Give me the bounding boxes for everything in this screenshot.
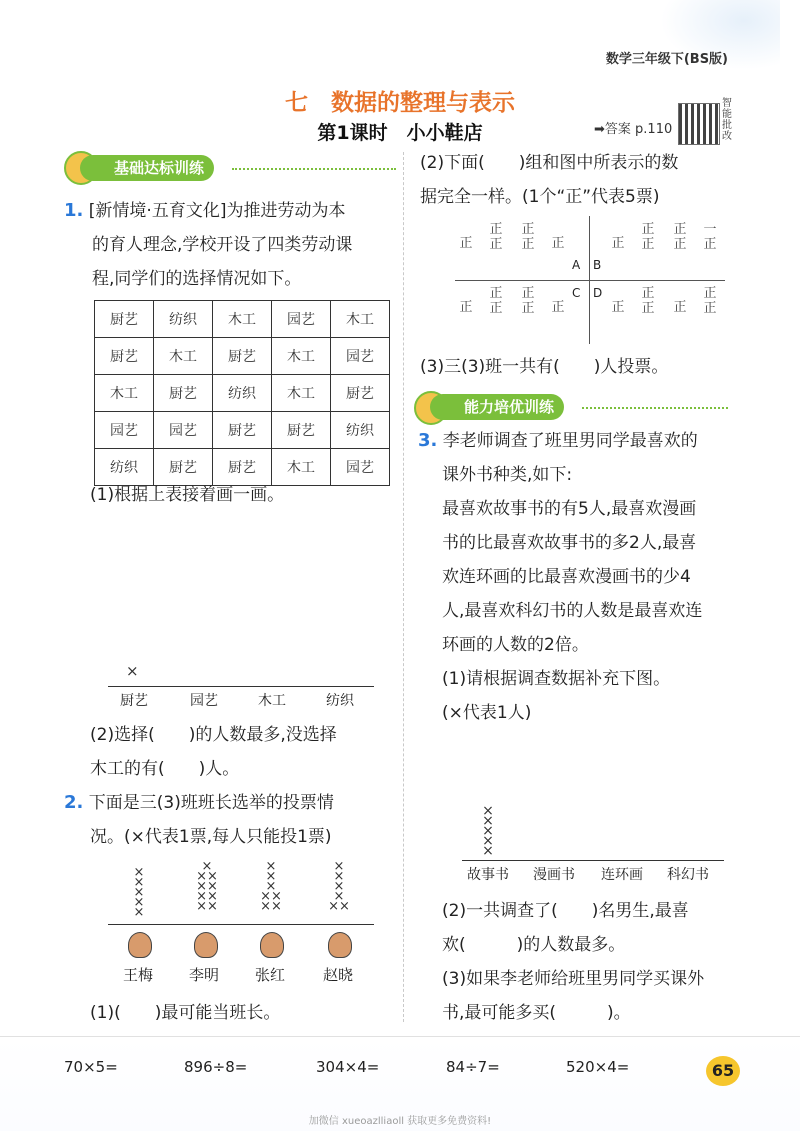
q3-line9: (×代表1人) [442, 703, 532, 723]
group-label-a: A [572, 258, 581, 272]
q1-table: 厨艺 纺织 木工 园艺 木工 厨艺 木工 厨艺 木工 园艺 木工 厨艺 纺织 木工 厨艺 园艺 园艺 厨艺 厨艺 纺织 纺织 厨艺 厨艺 木工 园艺 [94, 300, 390, 486]
tally-c-2: 正 正 [489, 286, 503, 316]
q1-chart-axis [108, 686, 374, 687]
q2-name-liming: 李明 [188, 966, 219, 984]
banner-dots [582, 407, 728, 409]
q2-name-zhaoxiao: 赵晓 [322, 966, 353, 984]
q3-chart-marks-story: × × × × × [482, 803, 494, 859]
q1-part1: (1)根据上表接着画一画。 [90, 485, 285, 505]
q1-label-cooking: 厨艺 [120, 693, 148, 709]
q2-votes-wangmei: × × × × × [133, 865, 145, 920]
q3-part3-line2: 书,最可能多买( )。 [442, 1003, 631, 1023]
group-label-c: C [572, 286, 581, 300]
footer-note: 加微信 xueoazlliaoll 获取更多免费资料! [308, 1116, 492, 1127]
q3-line6: 人,最喜欢科幻书的人数是最喜欢连 [442, 601, 703, 621]
tally-a-1: 正 [459, 236, 473, 251]
calc-1: 70×5= [64, 1058, 118, 1076]
avatar [194, 932, 218, 958]
tally-b-3: 正 正 [673, 222, 687, 252]
tally-c-3: 正 正 [521, 286, 535, 316]
unit-title: 七 数据的整理与表示 [285, 90, 515, 116]
q2-votes-zhanghong: × × × ×× ×× [260, 859, 282, 914]
banner-dots [232, 168, 396, 170]
q2-part2-line2: 据完全一样。(1个“正”代表5票) [420, 187, 660, 207]
qr-side-label: 智能批改 [722, 98, 732, 142]
page-number: 65 [706, 1056, 740, 1086]
calc-5: 520×4= [566, 1058, 630, 1076]
q2-votes-liming: × ×× ×× ×× ×× [196, 859, 218, 914]
q3-line8: (1)请根据调查数据补充下图。 [442, 669, 671, 689]
tally-b-4: 一 正 [703, 222, 717, 252]
q2-line2: 况。(×代表1票,每人只能投1票) [90, 827, 332, 847]
q3-line4: 书的比最喜欢故事书的多2人,最喜 [442, 533, 697, 553]
tally-b-1: 正 [611, 236, 625, 251]
q3-part2-line2: 欢( )的人数最多。 [442, 935, 626, 955]
q3-part3-line1: (3)如果李老师给班里男同学买课外 [442, 969, 705, 989]
q2-votes-zhaoxiao: × × × × ×× [328, 859, 350, 914]
answer-reference: ➡答案 p.110 [594, 122, 673, 137]
tally-a-2: 正 正 [489, 222, 503, 252]
q2-line1: 2. 下面是三(3)班班长选举的投票情 [64, 792, 334, 813]
q1-line3: 程,同学们的选择情况如下。 [92, 269, 302, 289]
q1-part2-line2: 木工的有( )人。 [90, 759, 240, 779]
tally-d-1: 正 [611, 300, 625, 315]
avatar [260, 932, 284, 958]
calc-2: 896÷8= [184, 1058, 248, 1076]
q2-tally-options [455, 216, 725, 344]
tally-c-1: 正 [459, 300, 473, 315]
q3-label-story: 故事书 [467, 867, 509, 883]
lesson-title: 第1课时 小小鞋店 [317, 122, 483, 144]
tally-a-4: 正 [551, 236, 565, 251]
q3-chart-axis [462, 860, 724, 861]
section-banner-advanced: 能力培优训练 [430, 394, 564, 420]
tally-b-2: 正 正 [641, 222, 655, 252]
group-label-d: D [593, 286, 603, 300]
tally-v-line [589, 216, 590, 344]
q3-line7: 环画的人数的2倍。 [442, 635, 589, 655]
q2-part2-line1: (2)下面( )组和图中所表示的数 [420, 153, 679, 173]
q3-line1: 3. 李老师调查了班里男同学最喜欢的 [418, 430, 698, 451]
q3-label-comic: 漫画书 [533, 867, 575, 883]
section-banner-basic: 基础达标训练 [80, 155, 214, 181]
tally-h-line [455, 280, 725, 281]
q3-label-picturebook: 连环画 [601, 867, 643, 883]
tally-c-4: 正 [551, 300, 565, 315]
tally-d-4: 正 正 [703, 286, 717, 316]
q1-label-gardening: 园艺 [190, 693, 218, 709]
q2-chart-axis [108, 924, 374, 925]
q2-name-zhanghong: 张红 [254, 966, 285, 984]
avatar [128, 932, 152, 958]
calc-4: 84÷7= [446, 1058, 500, 1076]
q2-part3: (3)三(3)班一共有( )人投票。 [420, 357, 669, 377]
tally-d-3: 正 [673, 300, 687, 315]
q3-line5: 欢连环画的比最喜欢漫画书的少4 [442, 567, 691, 587]
column-divider [403, 152, 404, 1022]
q1-line2: 的育人理念,学校开设了四类劳动课 [92, 235, 353, 255]
q2-name-wangmei: 王梅 [122, 966, 153, 984]
q1-label-weaving: 纺织 [326, 693, 354, 709]
q3-label-scifi: 科幻书 [667, 867, 709, 883]
q3-line3: 最喜欢故事书的有5人,最喜欢漫画 [442, 499, 697, 519]
q3-line2: 课外书种类,如下: [442, 465, 573, 485]
q3-part2-line1: (2)一共调查了( )名男生,最喜 [442, 901, 689, 921]
q1-line1: 1. [新情境·五育文化]为推进劳动为本 [64, 200, 346, 221]
q1-part2-line1: (2)选择( )的人数最多,没选择 [90, 725, 337, 745]
tally-a-3: 正 正 [521, 222, 535, 252]
group-label-b: B [593, 258, 602, 272]
calc-3: 304×4= [316, 1058, 380, 1076]
q1-chart-mark: × [126, 662, 139, 680]
tally-d-2: 正 正 [641, 286, 655, 316]
book-title: 数学三年级下(BS版) [605, 52, 728, 67]
q1-label-woodwork: 木工 [258, 693, 286, 709]
avatar [328, 932, 352, 958]
q2-part1: (1)( )最可能当班长。 [90, 1003, 281, 1023]
qr-code-icon[interactable] [678, 103, 720, 145]
